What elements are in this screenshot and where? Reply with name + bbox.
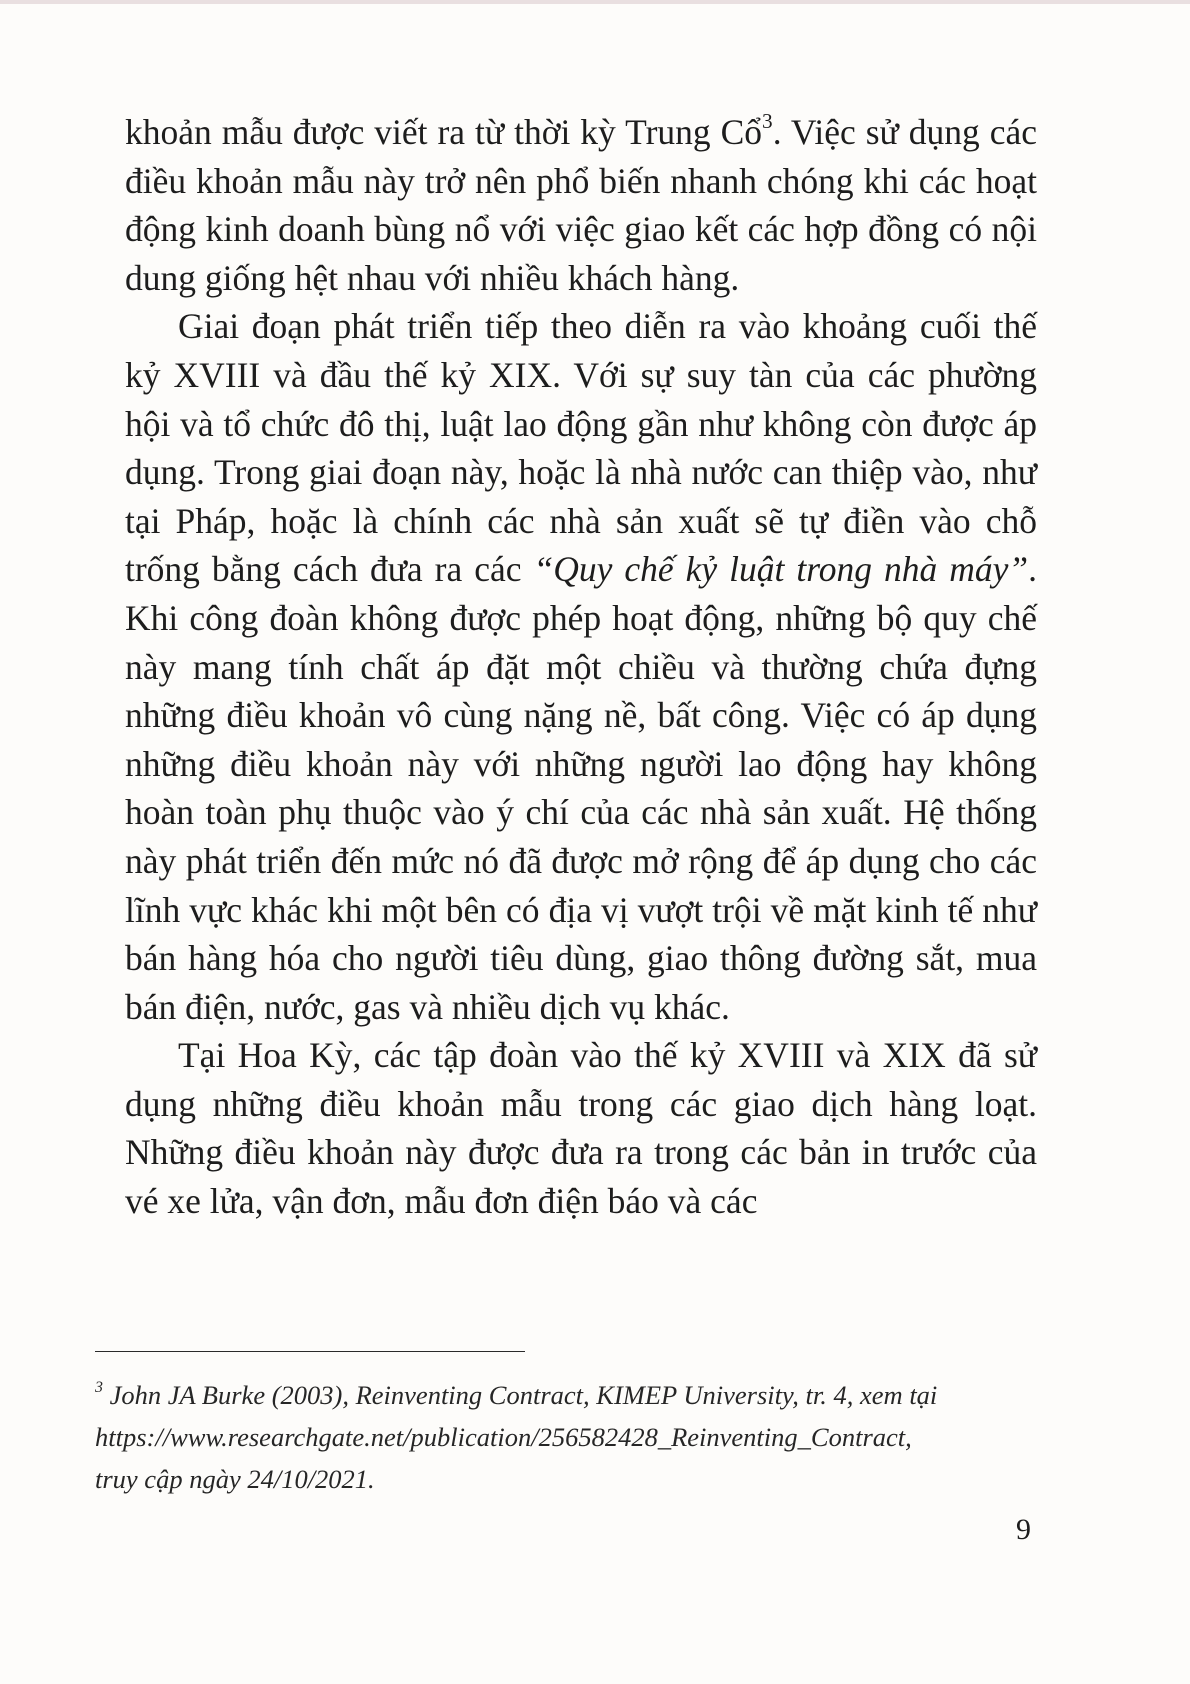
page-body	[125, 108, 1037, 1226]
page-top-edge	[0, 0, 1190, 4]
paragraph-2-text-a: Giai đoạn phát triển tiếp theo diễn ra vào khoảng cuối thế kỷ XVIII và đầu thế kỷ XIX. Với sự suy tàn của các phường hội và tổ chức đô thị, luật lao động gần như không còn được áp dụng. Trong giai đoạn này, hoặc là nhà nước can thiệp vào, như tại Pháp, hoặc là chính các nhà sản xuất sẽ tự điền vào chỗ trống bằng cách đưa ra các	[125, 306, 1037, 590]
footnote-ref[interactable]: 3	[762, 109, 773, 134]
footnote-access-date: truy cập ngày 24/10/2021.	[95, 1464, 375, 1494]
paragraph-3	[125, 1031, 1037, 1225]
paragraph-2-quoted-title: “Quy chế kỷ luật trong nhà máy”	[533, 549, 1029, 590]
footnote-number: 3	[95, 1379, 103, 1397]
footnote-url[interactable]: https://www.researchgate.net/publication/256582428_Reinventing_Contract,	[95, 1422, 912, 1452]
footnote	[95, 1374, 1045, 1500]
footnote-citation: John JA Burke (2003), Reinventing Contract, KIMEP University, tr. 4, xem tại	[109, 1380, 938, 1410]
page-number: 9	[1016, 1513, 1031, 1546]
paragraph-1-text-b: . Việc sử dụng các điều khoản mẫu này trở nên phổ biến nhanh chóng khi các hoạt động kinh doanh bùng nổ với việc giao kết các hợp đồng có nội dung giống hệt nhau với nhiều khách hàng.	[125, 112, 1037, 298]
footnote-line-1	[95, 1374, 1045, 1416]
paragraph-1	[125, 108, 1037, 302]
paragraph-1-text-a: khoản mẫu được viết ra từ thời kỳ Trung Cổ	[125, 112, 763, 152]
footnote-separator	[95, 1351, 525, 1352]
paragraph-2	[125, 302, 1037, 1031]
paragraph-3-text: Tại Hoa Kỳ, các tập đoàn vào thế kỷ XVIII và XIX đã sử dụng những điều khoản mẫu trong các giao dịch hàng loạt. Những điều khoản này được đưa ra trong các bản in trước của vé xe lửa, vận đơn, mẫu đơn điện báo và các	[125, 1035, 1037, 1222]
paragraph-2-text-b: . Khi công đoàn không được phép hoạt động, những bộ quy chế này mang tính chất áp đặt một chiều và thường chứa đựng những điều khoản vô cùng nặng nề, bất công. Việc có áp dụng những điều khoản này với những người lao động hay không hoàn toàn phụ thuộc vào ý chí của các nhà sản xuất. Hệ thống này phát triển đến mức nó đã được mở rộng để áp dụng cho các lĩnh vực khác khi một bên có địa vị vượt trội về mặt kinh tế như bán hàng hóa cho người tiêu dùng, giao thông đường sắt, mua bán điện, nước, gas và nhiều dịch vụ khác.	[125, 549, 1038, 1027]
